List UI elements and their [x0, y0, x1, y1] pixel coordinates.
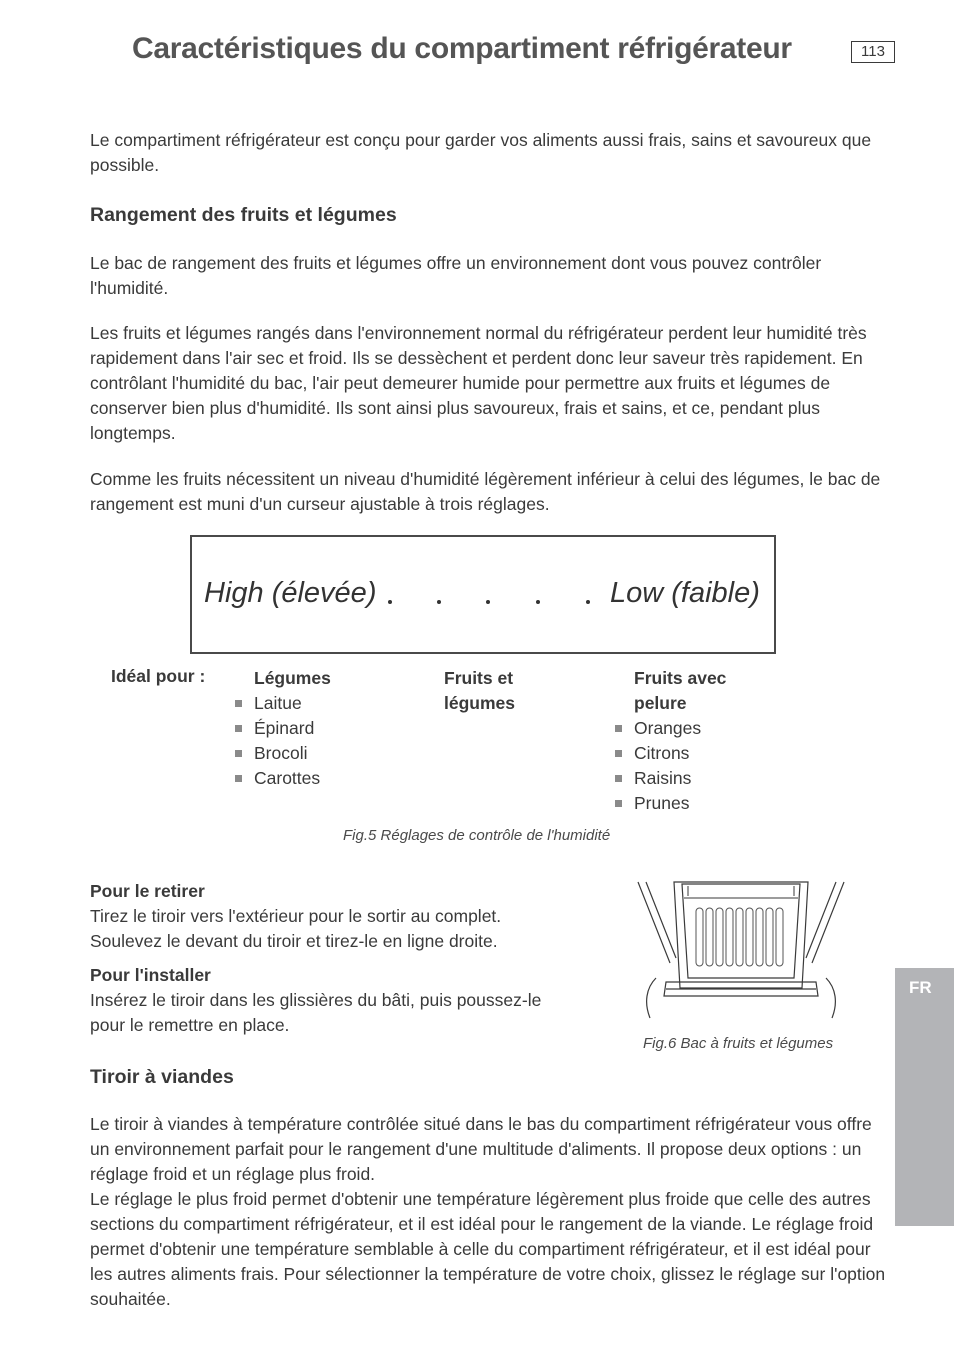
fruits-heading: Rangement des fruits et légumes	[90, 204, 397, 226]
fruits-paragraph-3: Comme les fruits nécessitent un niveau d'humidité légèrement inférieur à celui des légumes, le bac de rangement est muni d'un curseur ajustable à trois réglages.	[90, 469, 881, 514]
ideal-for-label: Idéal pour :	[111, 666, 206, 686]
page-title: Caractéristiques du compartiment réfrigérateur	[132, 32, 792, 65]
square-bullet-icon	[615, 800, 622, 807]
remove-heading: Pour le retirer	[90, 881, 205, 901]
remove-instructions	[90, 879, 570, 954]
slider-dot	[388, 600, 392, 604]
install-heading: Pour l'installer	[90, 965, 211, 985]
intro-paragraph: Le compartiment réfrigérateur est conçu pour garder vos aliments aussi frais, sains et savoureux que possible.	[90, 130, 872, 175]
column-fruits-with-peel	[634, 666, 744, 816]
slider-dot	[437, 600, 441, 604]
list-item: Prunes	[634, 791, 744, 816]
low-label: Low (faible)	[610, 577, 760, 609]
list-item: Laitue	[254, 691, 424, 716]
list-item: Carottes	[254, 766, 424, 791]
square-bullet-icon	[235, 700, 242, 707]
meat-paragraph-1: Le tiroir à viandes à température contrôlée situé dans le bas du compartiment réfrigérateur vous offre un environnement parfait pour le rangement d'une multitude d'aliments. Il propose deux options : un réglage froid et un réglage plus froid.	[90, 1114, 872, 1184]
list-item: Citrons	[634, 741, 744, 766]
fruits-paragraph-2: Les fruits et légumes rangés dans l'environnement normal du réfrigérateur perdent leur humidité très rapidement dans l'air sec et froid. Ils se dessèchent et perdent donc leur saveur très rapidement. En contrôlant l'humidité du bac, l'air peut demeurer humide pour permettre aux fruits et légumes de conserver bien plus d'humidité. Ils sont ainsi plus savoureux, frais et sains, et ce, pendant plus longtemps.	[90, 323, 867, 443]
square-bullet-icon	[615, 775, 622, 782]
square-bullet-icon	[235, 750, 242, 757]
remove-text: Tirez le tiroir vers l'extérieur pour le sortir au complet. Soulevez le devant du tiroir et tirez-le en ligne droite.	[90, 906, 502, 951]
list-item: Épinard	[254, 716, 424, 741]
page-number: 113	[851, 41, 895, 63]
column-heading: Fruits avec pelure	[634, 668, 727, 713]
list-item: Raisins	[634, 766, 744, 791]
install-text: Insérez le tiroir dans les glissières du bâti, puis poussez-le pour le remettre en place.	[90, 990, 542, 1035]
square-bullet-icon	[615, 750, 622, 757]
install-instructions	[90, 963, 570, 1038]
slider-dot	[586, 600, 590, 604]
fruits-paragraph-1: Le bac de rangement des fruits et légumes offre un environnement dont vous pouvez contrôler l'humidité.	[90, 253, 822, 298]
meat-drawer-heading: Tiroir à viandes	[90, 1066, 234, 1088]
column-heading: Fruits et légumes	[444, 668, 515, 713]
column-heading: Légumes	[254, 668, 331, 688]
list-item: Oranges	[634, 716, 744, 741]
language-tab	[895, 968, 954, 1226]
square-bullet-icon	[235, 775, 242, 782]
square-bullet-icon	[235, 725, 242, 732]
meat-paragraph-2: Le réglage le plus froid permet d'obtenir une température légèrement plus froide que celle des autres sections du compartiment réfrigérateur, et il est idéal pour le rangement de la viande. Le réglage froid permet d'obtenir une température semblable à celle du compartiment réfrigérateur, et il est idéal pour les autres aliments frais. Pour sélectionner la température de votre choix, glissez le réglage sur l'option souhaitée.	[90, 1189, 886, 1309]
list-item: Brocoli	[254, 741, 424, 766]
square-bullet-icon	[615, 725, 622, 732]
figure-6-caption: Fig.6 Bac à fruits et légumes	[643, 1035, 834, 1052]
high-label: High (élevée)	[204, 577, 377, 609]
crisper-drawer-illustration	[636, 878, 846, 1028]
slider-dot	[486, 600, 490, 604]
column-fruits-and-vegetables	[444, 666, 544, 716]
humidity-slider-diagram	[190, 535, 776, 654]
language-tab-label: FR	[909, 978, 932, 997]
meat-drawer-text	[90, 1112, 890, 1312]
slider-dot	[536, 600, 540, 604]
column-vegetables	[254, 666, 424, 791]
figure-5-caption: Fig.5 Réglages de contrôle de l'humidité	[343, 827, 611, 844]
